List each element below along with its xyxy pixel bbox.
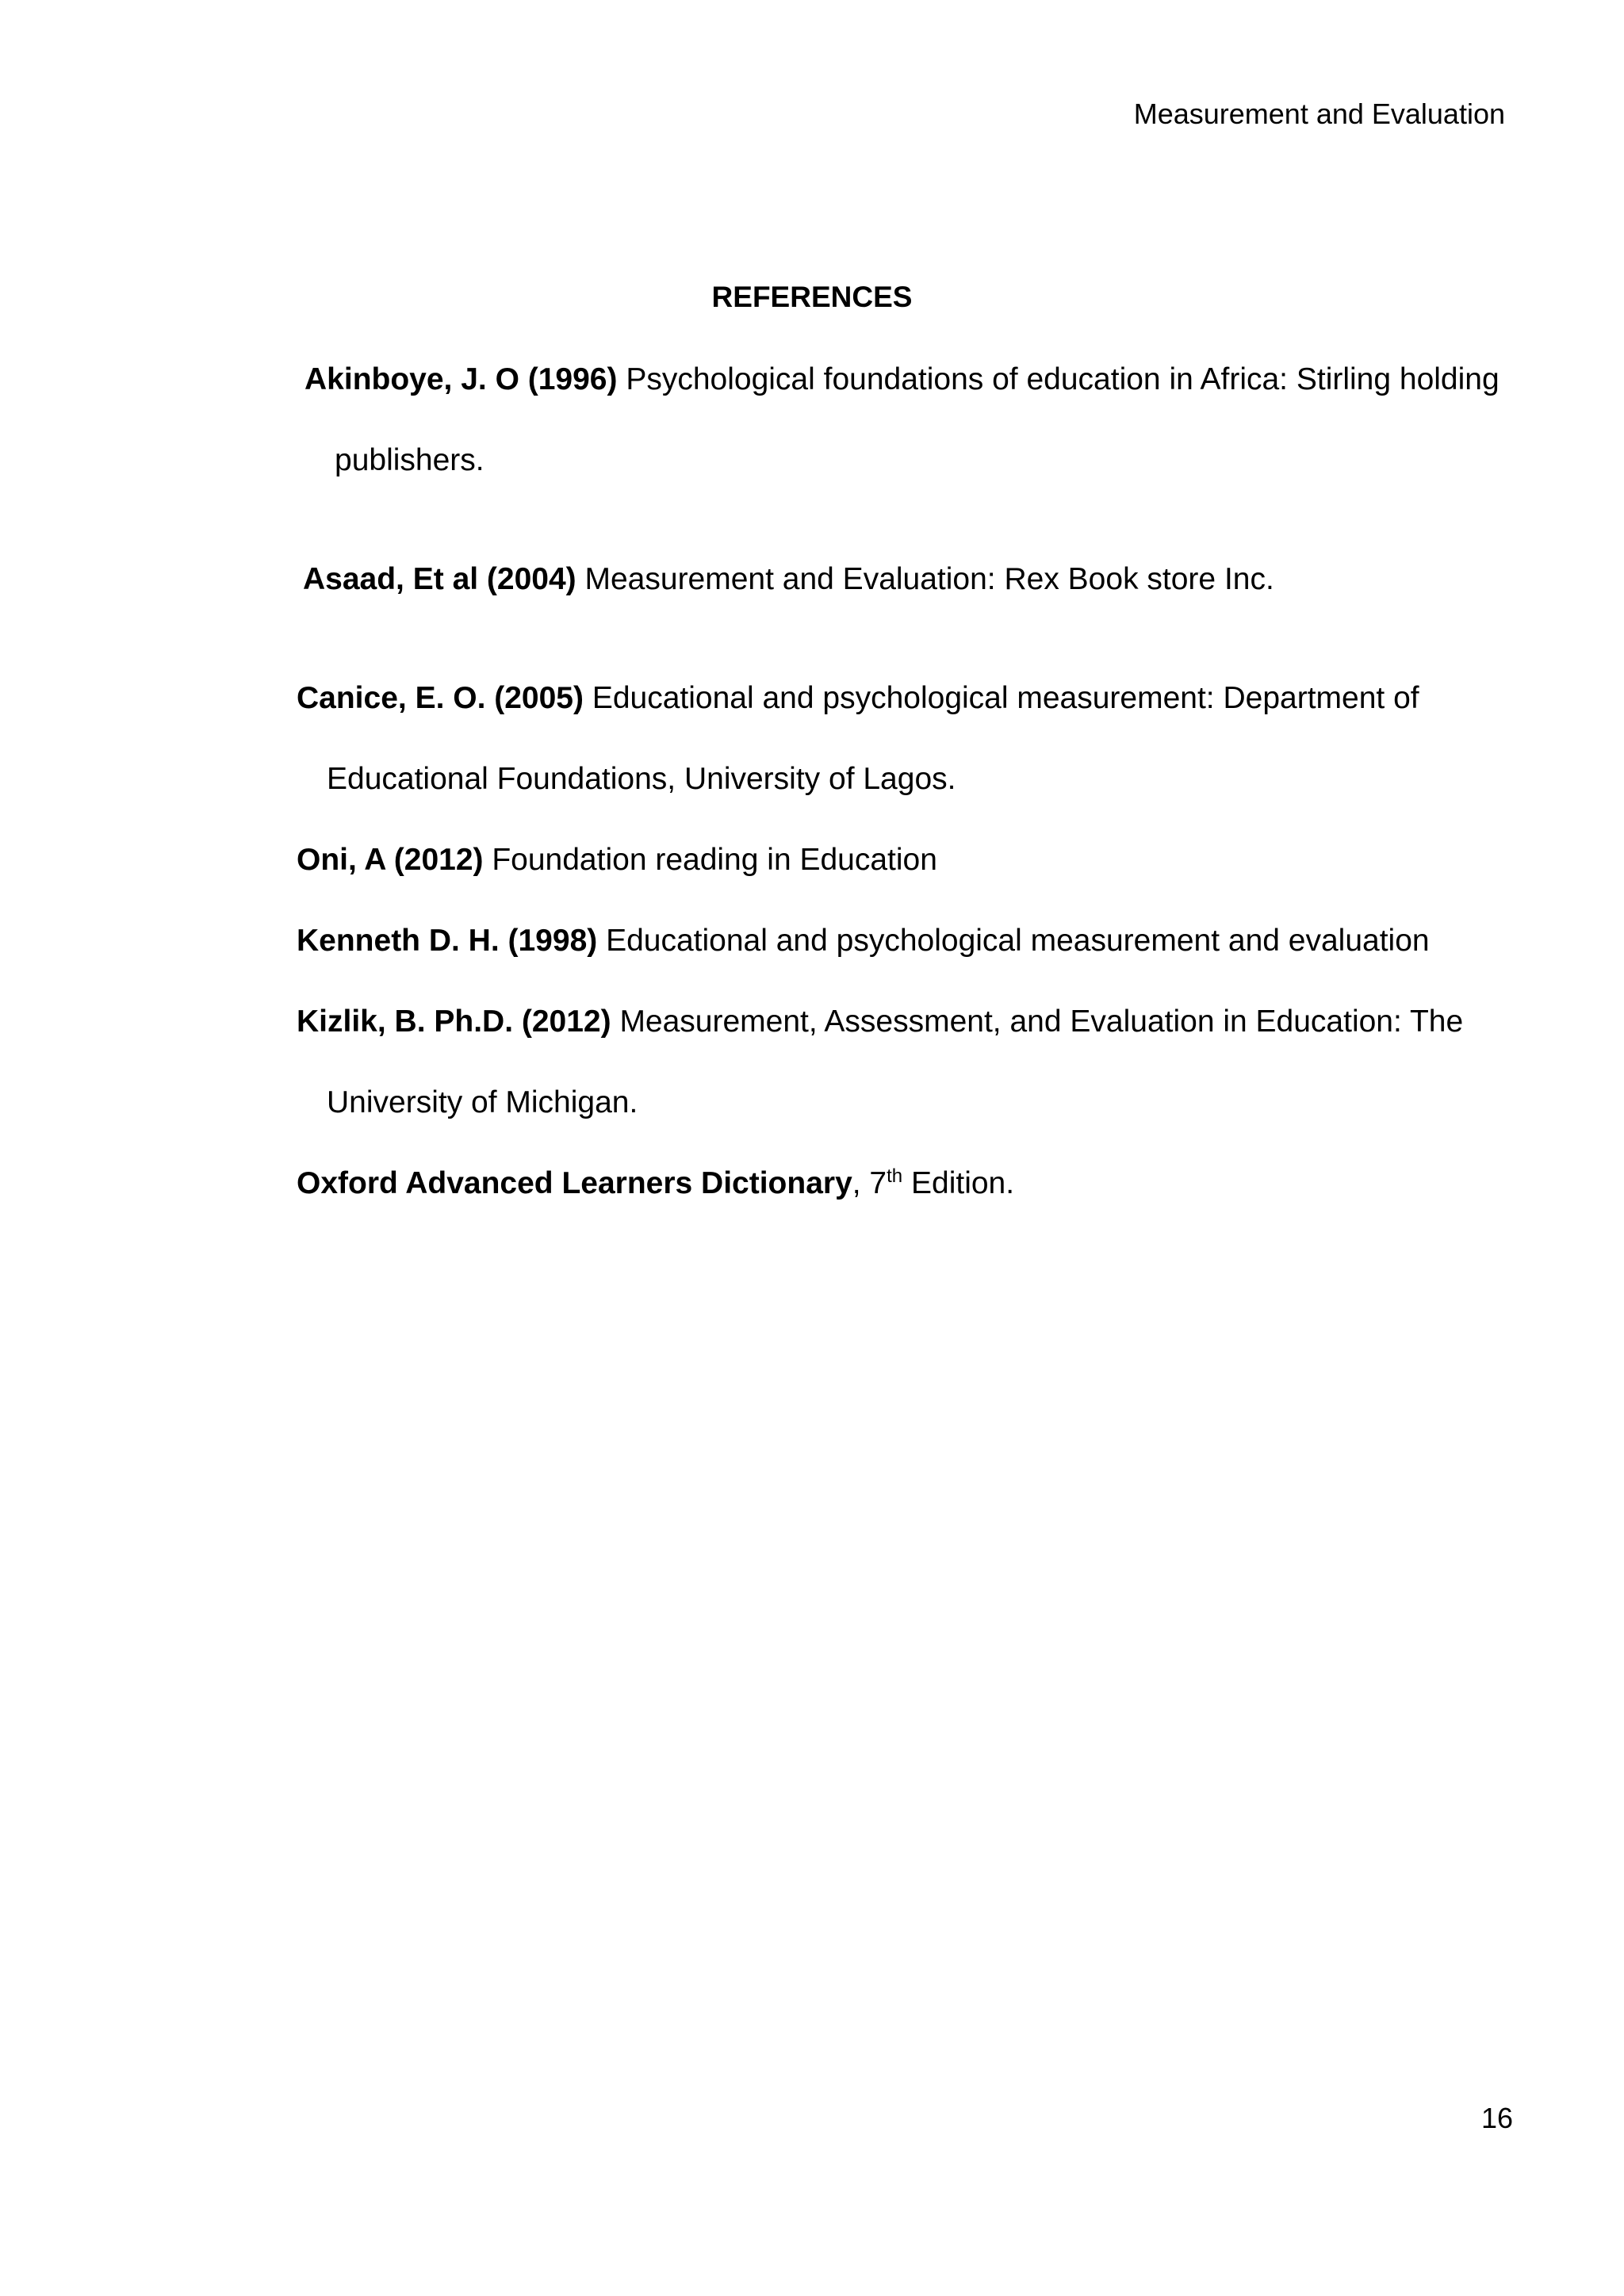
reference-entry <box>297 841 937 879</box>
reference-text: Measurement and Evaluation: Rex Book store Inc. <box>576 562 1274 596</box>
reference-text: Psychological foundations of education in Africa: Stirling holding <box>617 362 1500 396</box>
references-heading: REFERENCES <box>711 281 913 313</box>
reference-author: Oni, A (2012) <box>297 843 484 877</box>
reference-entry <box>297 922 1430 960</box>
reference-text: Educational and psychological measurement: Department of <box>584 681 1419 715</box>
reference-entry <box>297 1003 1463 1041</box>
reference-entry <box>297 679 1419 718</box>
reference-entry <box>304 361 1500 399</box>
reference-continuation: Educational Foundations, University of Lagos. <box>327 762 956 796</box>
reference-entry <box>303 561 1274 599</box>
reference-author: Kizlik, B. Ph.D. (2012) <box>297 1004 611 1039</box>
reference-entry <box>297 1165 1014 1203</box>
reference-author: Akinboye, J. O (1996) <box>304 362 618 396</box>
reference-author: Asaad, Et al (2004) <box>303 562 576 596</box>
reference-continuation: publishers. <box>335 443 485 477</box>
page-number: 16 <box>1480 2102 1513 2134</box>
reference-text: Measurement, Assessment, and Evaluation in Education: The <box>611 1004 1464 1039</box>
reference-text: Foundation reading in Education <box>483 843 937 877</box>
superscript: th <box>887 1165 903 1187</box>
reference-author: Oxford Advanced Learners Dictionary <box>297 1166 852 1200</box>
reference-author: Kenneth D. H. (1998) <box>297 924 598 958</box>
reference-tail: Edition. <box>902 1166 1015 1200</box>
reference-continuation: University of Michigan. <box>327 1085 638 1119</box>
reference-text: Educational and psychological measurement and evaluation <box>597 924 1430 958</box>
reference-text: , 7 <box>852 1166 887 1200</box>
reference-author: Canice, E. O. (2005) <box>297 681 584 715</box>
running-header: Measurement and Evaluation <box>1133 98 1505 130</box>
